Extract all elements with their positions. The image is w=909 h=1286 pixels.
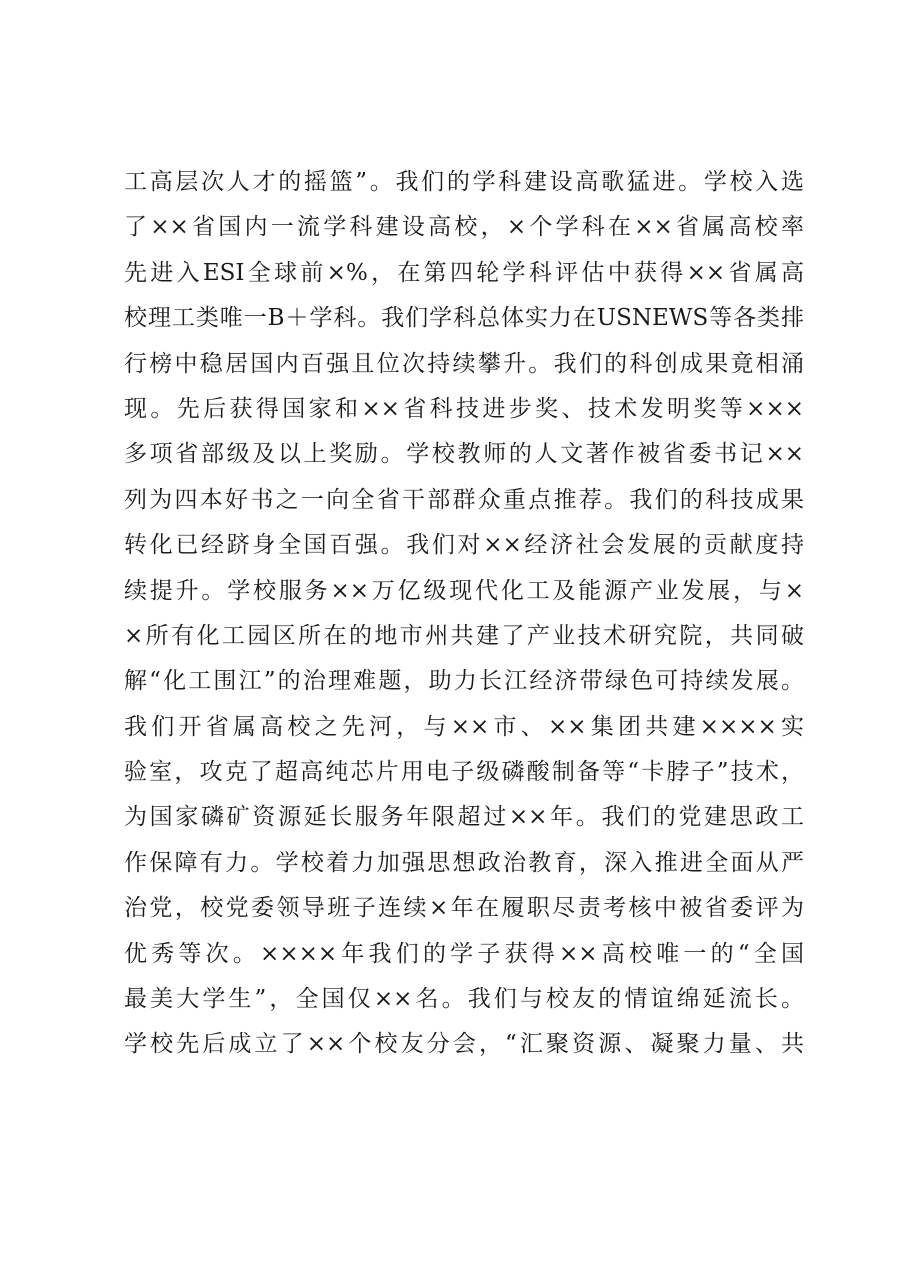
text-line: 工高层次人才的摇篮”。我们的学科建设高歌猛进。学校入选: [124, 169, 804, 195]
text-line: 我们开省属高校之先河，与××市、××集团共建××××实: [124, 713, 804, 740]
text-line: 校理工类唯一B＋学科。我们学科总体实力在USNEWS等各类排: [124, 305, 804, 332]
text-line: 转化已经跻身全国百强。我们对××经济社会发展的贡献度持: [124, 532, 804, 559]
text-line: 最美大学生”，全国仅××名。我们与校友的情谊绵延流长。: [124, 986, 804, 1013]
text-line: 了××省国内一流学科建设高校，×个学科在××省属高校率: [124, 214, 804, 241]
text-line: 先进入ESI全球前×%，在第四轮学科评估中获得××省属高: [124, 259, 804, 286]
text-line: 现。先后获得国家和××省科技进步奖、技术发明奖等×××: [124, 395, 804, 422]
text-line: 作保障有力。学校着力加强思想政治教育，深入推进全面从严: [124, 849, 804, 876]
text-line: 治党，校党委领导班子连续×年在履职尽责考核中被省委评为: [124, 895, 804, 922]
text-line: 学校先后成立了××个校友分会，“汇聚资源、凝聚力量、共: [124, 1031, 804, 1058]
text-line: 验室，攻克了超高纯芯片用电子级磷酸制备等“卡脖子”技术，: [124, 759, 804, 786]
text-line: 为国家磷矿资源延长服务年限超过××年。我们的党建思政工: [124, 804, 804, 831]
body-paragraph: [124, 160, 804, 1068]
text-line: 多项省部级及以上奖励。学校教师的人文著作被省委书记××: [124, 441, 804, 468]
text-line: 列为四本好书之一向全省干部群众重点推荐。我们的科技成果: [124, 486, 804, 513]
text-line: 解“化工围江”的治理难题，助力长江经济带绿色可持续发展。: [124, 668, 804, 695]
text-line: 行榜中稳居国内百强且位次持续攀升。我们的科创成果竟相涌: [124, 350, 804, 377]
text-line: ×所有化工园区所在的地市州共建了产业技术研究院，共同破: [124, 622, 804, 649]
text-line: 优秀等次。××××年我们的学子获得××高校唯一的“全国: [124, 940, 804, 967]
text-line: 续提升。学校服务××万亿级现代化工及能源产业发展，与×: [124, 577, 804, 604]
